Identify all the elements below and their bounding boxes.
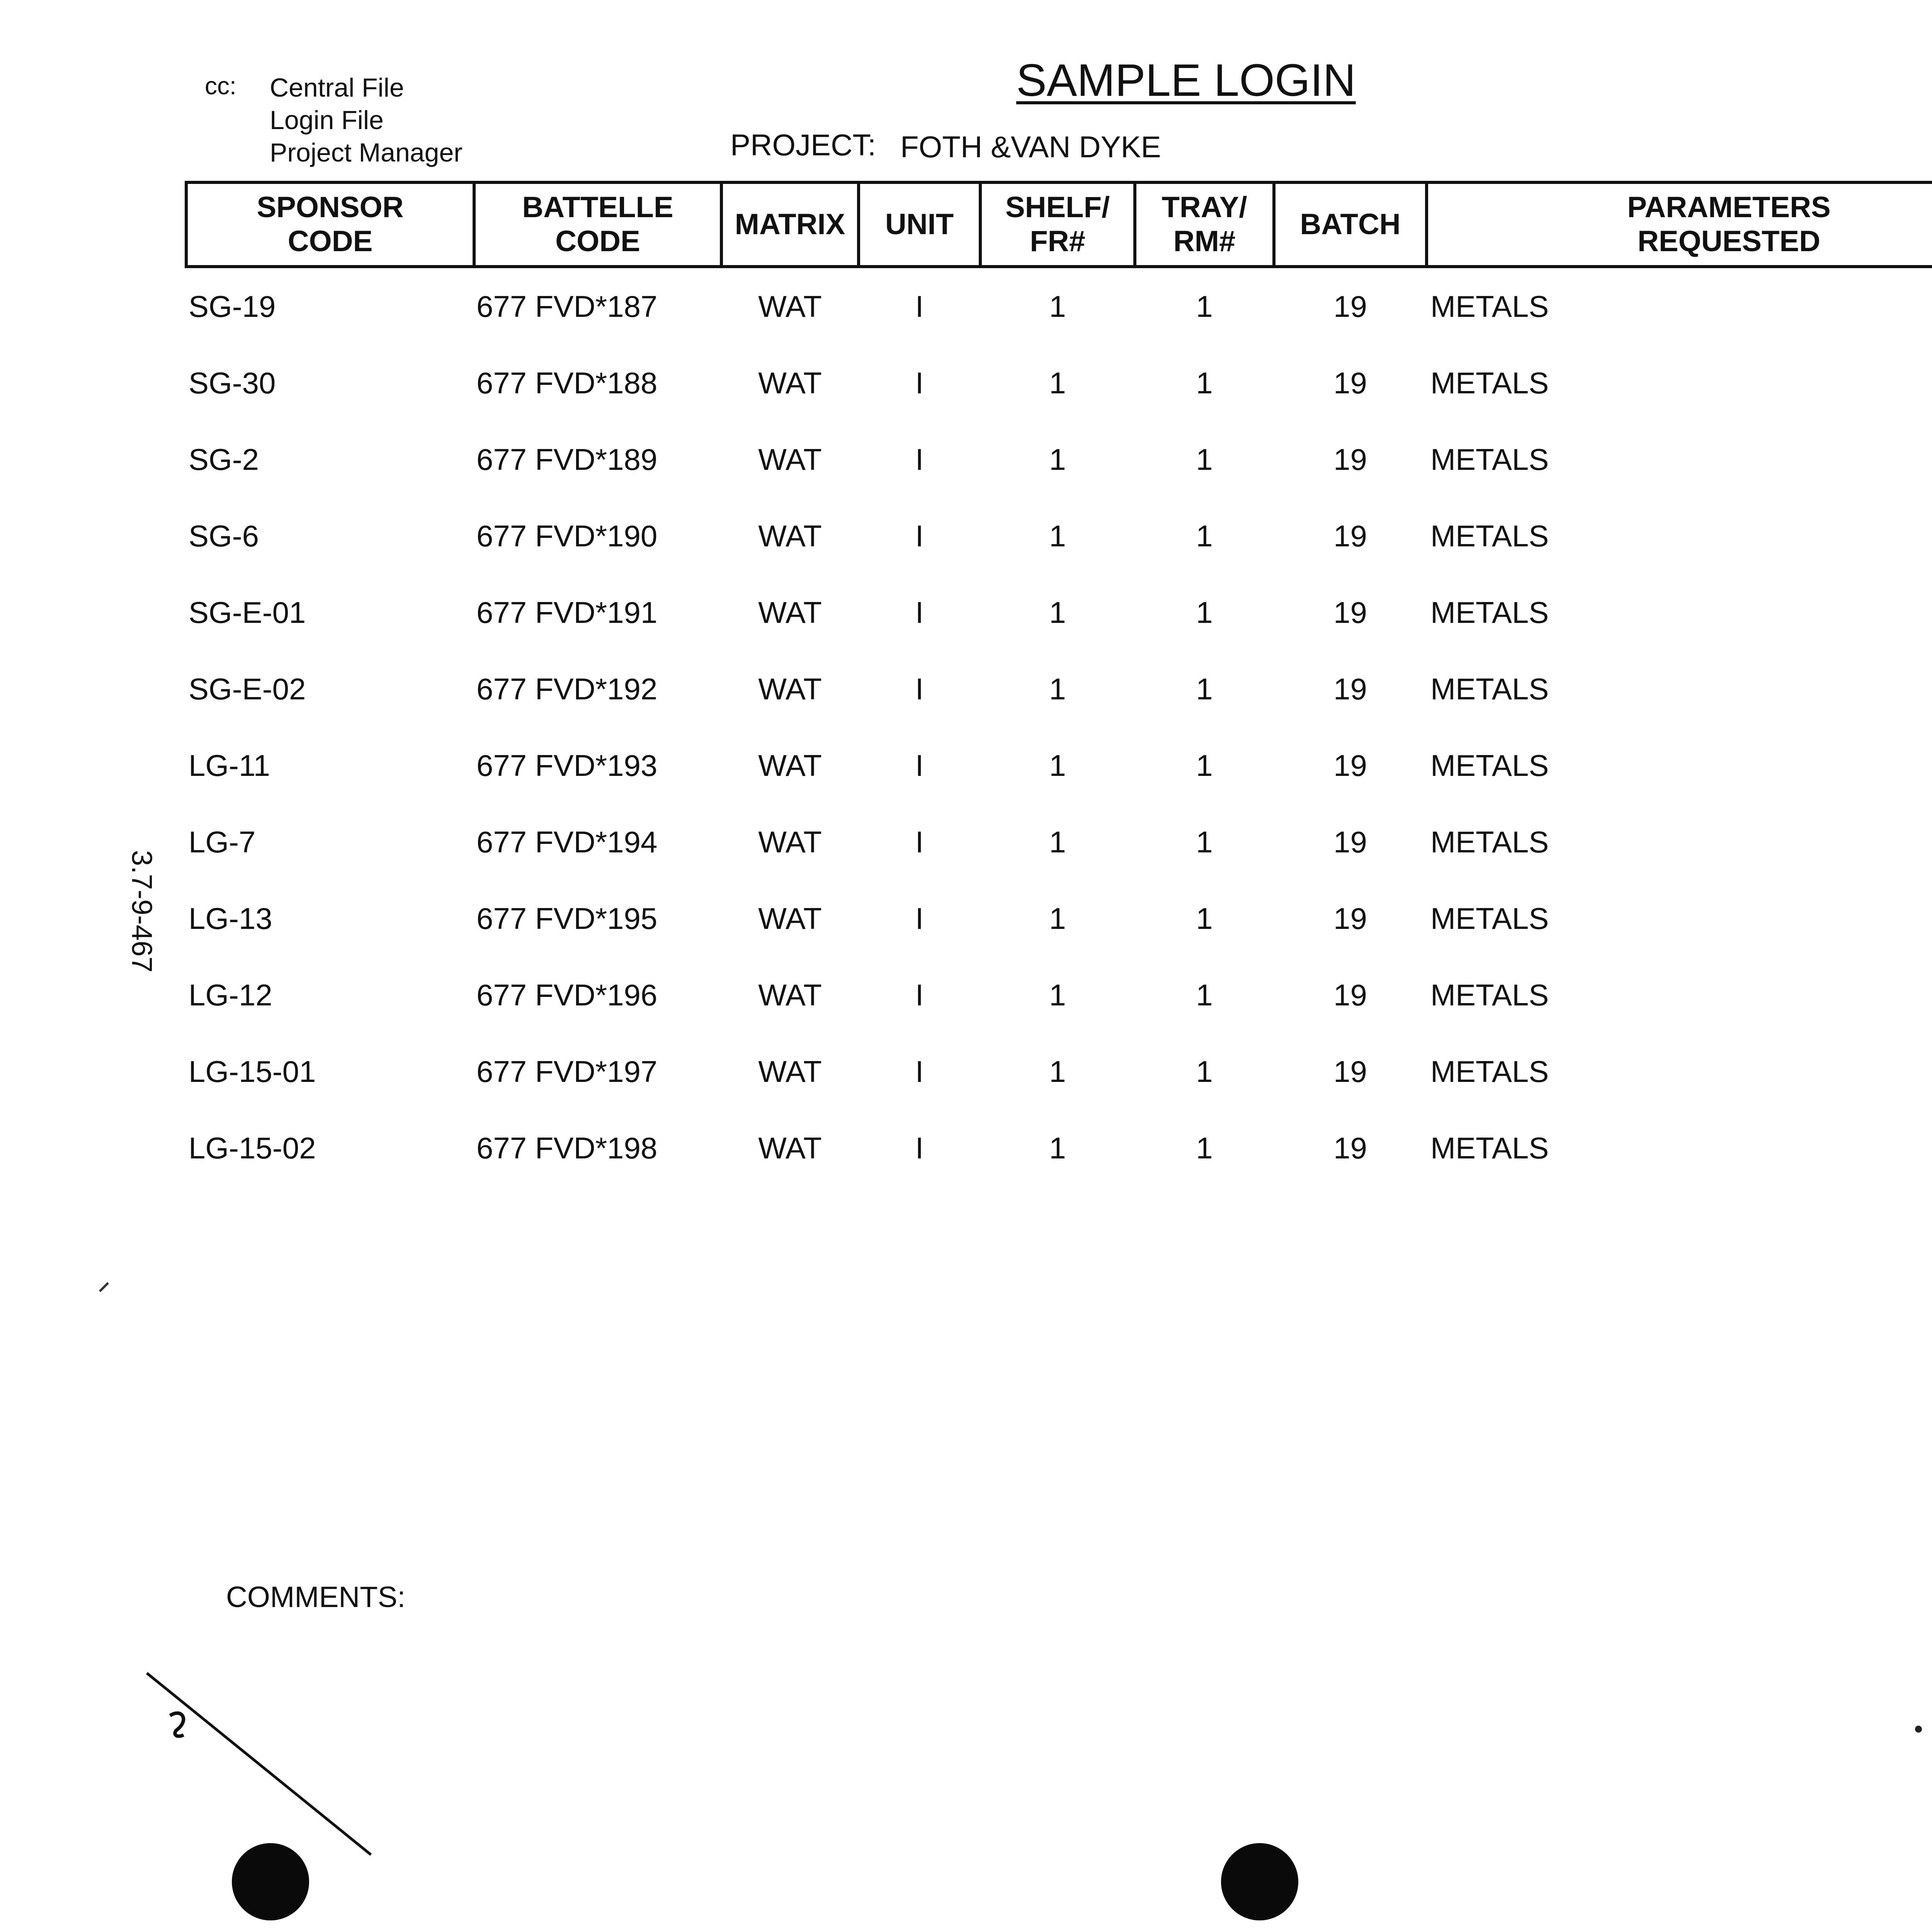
column-header-shelf: SHELF/ FR# — [980, 182, 1135, 267]
cell-battelle-code: 677 FVD*195 — [476, 901, 658, 935]
cell-batch: 19 — [1333, 978, 1367, 1012]
cell-parameters: METALS — [1430, 748, 1549, 782]
cc-item: Project Manager — [270, 138, 463, 167]
table-row — [186, 498, 1932, 574]
cell-shelf: 1 — [1049, 1054, 1066, 1088]
cell-unit: I — [915, 366, 924, 400]
cell-unit: I — [915, 519, 924, 553]
column-header-batch: BATCH — [1274, 182, 1427, 267]
cell-matrix: WAT — [758, 366, 822, 400]
pen-stroke-mark — [139, 1662, 386, 1862]
cell-shelf: 1 — [1049, 1131, 1066, 1165]
cell-shelf: 1 — [1049, 289, 1066, 323]
cell-sponsor-code: LG-15-01 — [189, 1054, 316, 1088]
cell-unit: I — [915, 978, 924, 1012]
cell-battelle-code: 677 FVD*192 — [476, 672, 658, 706]
table-row — [186, 574, 1932, 651]
cell-tray: 1 — [1196, 1131, 1213, 1165]
cell-unit: I — [915, 901, 924, 935]
table-header-row — [186, 182, 1932, 267]
cell-matrix: WAT — [758, 595, 822, 629]
page-title: SAMPLE LOGIN — [1016, 55, 1356, 106]
cell-tray: 1 — [1196, 595, 1213, 629]
column-header-unit: UNIT — [859, 182, 980, 267]
cell-tray: 1 — [1196, 442, 1213, 476]
sample-log-table — [185, 181, 1932, 1186]
cell-battelle-code: 677 FVD*197 — [476, 1054, 658, 1088]
table-row — [186, 957, 1932, 1033]
table-body — [186, 267, 1932, 1186]
column-header-tray: TRAY/ RM# — [1135, 182, 1274, 267]
cell-battelle-code: 677 FVD*190 — [476, 519, 658, 553]
table-row — [186, 421, 1932, 498]
cell-unit: I — [915, 289, 924, 323]
cell-sponsor-code: SG-6 — [189, 519, 259, 553]
cell-tray: 1 — [1196, 1054, 1213, 1088]
cell-tray: 1 — [1196, 978, 1213, 1012]
cell-tray: 1 — [1196, 901, 1213, 935]
cell-parameters: METALS — [1430, 1054, 1549, 1088]
cell-tray: 1 — [1196, 672, 1213, 706]
cell-parameters: METALS — [1430, 442, 1549, 476]
cc-item: Central File — [270, 73, 404, 102]
cell-parameters: METALS — [1430, 595, 1549, 629]
cell-sponsor-code: LG-11 — [189, 748, 270, 782]
cell-shelf: 1 — [1049, 978, 1066, 1012]
cell-shelf: 1 — [1049, 519, 1066, 553]
cell-matrix: WAT — [758, 1131, 822, 1165]
cell-batch: 19 — [1333, 1054, 1367, 1088]
cell-sponsor-code: LG-7 — [189, 825, 256, 859]
cell-battelle-code: 677 FVD*198 — [476, 1131, 658, 1165]
cell-battelle-code: 677 FVD*193 — [476, 748, 658, 782]
cc-list — [270, 71, 463, 169]
cell-matrix: WAT — [758, 1054, 822, 1088]
cell-sponsor-code: SG-30 — [189, 366, 276, 400]
table-row — [186, 651, 1932, 727]
cell-parameters: METALS — [1430, 366, 1549, 400]
cell-unit: I — [915, 672, 924, 706]
cc-item: Login File — [270, 105, 384, 135]
cell-shelf: 1 — [1049, 825, 1066, 859]
cell-matrix: WAT — [758, 978, 822, 1012]
stray-mark — [97, 1279, 112, 1294]
cell-sponsor-code: LG-15-02 — [189, 1131, 316, 1165]
cell-parameters: METALS — [1430, 978, 1549, 1012]
table-row — [186, 267, 1932, 345]
cell-batch: 19 — [1333, 595, 1367, 629]
cell-unit: I — [915, 748, 924, 782]
cc-label: cc: — [205, 72, 236, 100]
column-header-parameters: PARAMETERS REQUESTED — [1427, 182, 1932, 267]
table-row — [186, 1110, 1932, 1186]
cell-sponsor-code: LG-12 — [189, 978, 272, 1012]
table-row — [186, 880, 1932, 957]
cell-parameters: METALS — [1430, 901, 1549, 935]
cell-tray: 1 — [1196, 519, 1213, 553]
cell-tray: 1 — [1196, 289, 1213, 323]
cell-matrix: WAT — [758, 442, 822, 476]
cell-matrix: WAT — [758, 825, 822, 859]
cell-tray: 1 — [1196, 748, 1213, 782]
cell-sponsor-code: SG-E-02 — [189, 672, 306, 706]
cell-batch: 19 — [1333, 442, 1367, 476]
cell-shelf: 1 — [1049, 748, 1066, 782]
cell-unit: I — [915, 595, 924, 629]
cell-batch: 19 — [1333, 901, 1367, 935]
table-row — [186, 727, 1932, 804]
column-header-matrix: MATRIX — [721, 182, 859, 267]
cell-battelle-code: 677 FVD*191 — [476, 595, 658, 629]
cell-batch: 19 — [1333, 748, 1367, 782]
table-row — [186, 1033, 1932, 1110]
cell-parameters: METALS — [1430, 519, 1549, 553]
cell-batch: 19 — [1333, 1131, 1367, 1165]
cell-matrix: WAT — [758, 519, 822, 553]
cell-matrix: WAT — [758, 901, 822, 935]
cell-shelf: 1 — [1049, 442, 1066, 476]
cell-batch: 19 — [1333, 289, 1367, 323]
cell-battelle-code: 677 FVD*189 — [476, 442, 658, 476]
comments-label: COMMENTS: — [226, 1581, 406, 1614]
cell-unit: I — [915, 825, 924, 859]
punch-hole-center — [1221, 1843, 1298, 1920]
project-value: FOTH &VAN DYKE — [900, 130, 1161, 164]
cell-shelf: 1 — [1049, 366, 1066, 400]
cell-shelf: 1 — [1049, 672, 1066, 706]
table-row — [186, 804, 1932, 880]
cell-tray: 1 — [1196, 366, 1213, 400]
cell-sponsor-code: LG-13 — [189, 901, 272, 935]
cell-batch: 19 — [1333, 672, 1367, 706]
cell-parameters: METALS — [1430, 1131, 1549, 1165]
cell-matrix: WAT — [758, 748, 822, 782]
cell-battelle-code: 677 FVD*194 — [476, 825, 658, 859]
project-label: PROJECT: — [730, 128, 876, 162]
cell-unit: I — [915, 442, 924, 476]
cell-shelf: 1 — [1049, 595, 1066, 629]
cell-tray: 1 — [1196, 825, 1213, 859]
cell-batch: 19 — [1333, 366, 1367, 400]
cell-unit: I — [915, 1054, 924, 1088]
cell-batch: 19 — [1333, 519, 1367, 553]
column-header-sponsor-code: SPONSOR CODE — [186, 182, 474, 267]
cell-battelle-code: 677 FVD*196 — [476, 978, 658, 1012]
cell-battelle-code: 677 FVD*188 — [476, 366, 658, 400]
cell-matrix: WAT — [758, 289, 822, 323]
cell-shelf: 1 — [1049, 901, 1066, 935]
cell-unit: I — [915, 1131, 924, 1165]
cell-sponsor-code: SG-E-01 — [189, 595, 306, 629]
column-header-battelle-code: BATTELLE CODE — [474, 182, 721, 267]
cell-batch: 19 — [1333, 825, 1367, 859]
cell-parameters: METALS — [1430, 672, 1549, 706]
cell-matrix: WAT — [758, 672, 822, 706]
margin-note: 3.7-9-467 — [126, 850, 158, 973]
cell-parameters: METALS — [1430, 289, 1549, 323]
table-row — [186, 345, 1932, 421]
cell-battelle-code: 677 FVD*187 — [476, 289, 658, 323]
stray-mark — [1913, 1723, 1924, 1735]
cell-parameters: METALS — [1430, 825, 1549, 859]
cell-sponsor-code: SG-19 — [189, 289, 276, 323]
cell-sponsor-code: SG-2 — [189, 442, 259, 476]
